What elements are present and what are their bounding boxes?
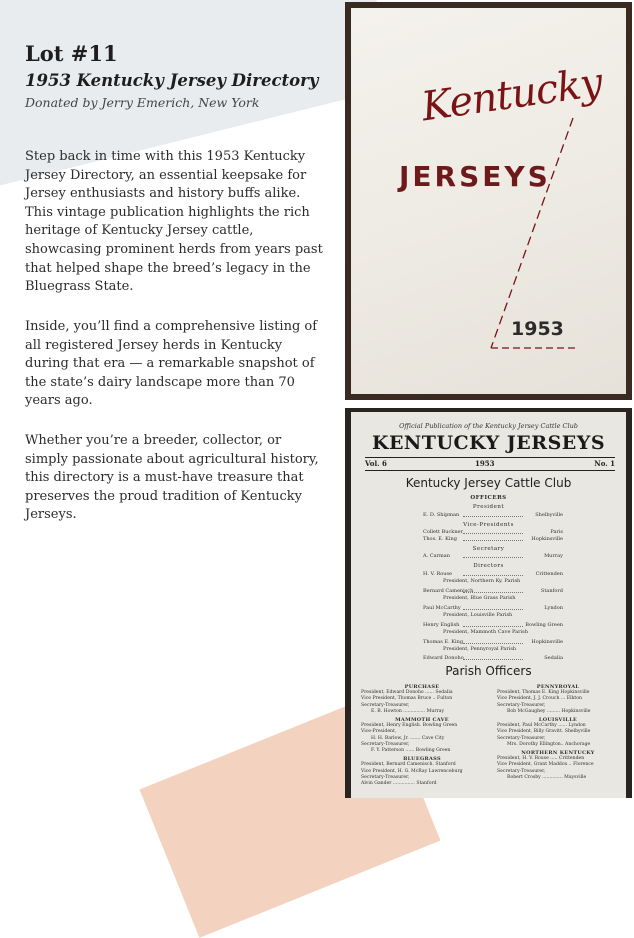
- cover-photo: [345, 2, 632, 400]
- director-line: [423, 655, 563, 662]
- officers-heading: OFFICERS: [470, 495, 507, 501]
- parish-section-title: NORTHERN KENTUCKY: [521, 750, 595, 757]
- donated-by: Donated by Jerry Emerich, New York: [25, 95, 260, 110]
- parish-line: Robert Crosby .............. Maysville: [507, 774, 587, 780]
- director-name: Bernard Camenisch: [423, 588, 474, 594]
- director-line: [423, 571, 563, 578]
- officer-line: [423, 536, 563, 543]
- director-line: [423, 588, 563, 595]
- parish-line: F. Y. Patterson ...... Bowling Green: [371, 748, 451, 754]
- parish-line: Secretary-Treasurer,: [497, 768, 546, 774]
- parish-section-title: BLUEGRASS: [403, 756, 441, 763]
- officer-line: [423, 529, 563, 536]
- cover-page: [351, 8, 626, 394]
- director-line: [423, 639, 563, 646]
- issue-year: 1953: [475, 459, 495, 468]
- parish-line: Vice President, J. J. Crouch ... Elkton: [497, 696, 582, 702]
- director-parish: President, Blue Grass Parish: [443, 595, 516, 601]
- masthead-rule: [365, 457, 615, 458]
- director-name: Henry English: [423, 622, 460, 628]
- parish-line: President, Paul McCarthy ...... Lyndon: [497, 723, 586, 729]
- inside-page: [351, 412, 626, 798]
- inside-page-photo: [345, 408, 632, 798]
- director-line: [423, 622, 563, 629]
- director-parish: President, Louisville Parish: [443, 612, 513, 618]
- president-heading: President: [472, 504, 505, 510]
- parish-line: Vice President, Grant Maddox .. Florence: [497, 762, 594, 768]
- cover-dashed-line: [491, 118, 573, 348]
- description-paragraph: Step back in time with this 1953 Kentucky Jersey Directory, an essential keepsake for Jersey enthusiasts and history buffs alike. This vintage publication highlights the rich heritage of Kentucky Jersey cattle, showcasing prominent herds from years past that helped shape the breed’s legacy in the Bluegrass State.: [25, 149, 323, 295]
- parish-line: Vice-President,: [361, 729, 397, 735]
- vice-heading: Vice-Presidents: [463, 522, 514, 528]
- parish-section-title: MAMMOTH CAVE: [395, 717, 449, 724]
- masthead: KENTUCKY JERSEYS: [371, 432, 606, 454]
- parish-section-title: PENNYROYAL: [536, 684, 580, 690]
- parish-column-left: [361, 682, 483, 787]
- director-place: Stanford: [540, 588, 563, 594]
- secretary-heading: Secretary: [472, 546, 505, 552]
- parish-line: Vice President, Thomas Bruce .. Fulton: [361, 696, 453, 702]
- director-name: Edward Donoho: [423, 655, 464, 661]
- parish-line: President, Thomas E. King Hopkinsville: [497, 690, 590, 696]
- issue-number: No. 1: [594, 459, 615, 468]
- parish-line: Secretary-Treasurer,: [497, 735, 546, 741]
- parish-line: President, H. V. Rouse ..... Crittenden: [497, 756, 585, 762]
- director-place: Bowling Green: [525, 622, 563, 628]
- cover-title: JERSEYS: [399, 160, 551, 193]
- parish-column-right: [497, 682, 619, 781]
- parish-section-title: PURCHASE: [404, 684, 440, 690]
- officer-line: [423, 512, 563, 519]
- description-paragraph: Whether you’re a breeder, collector, or simply passionate about agricultural history, this directory is a must-have treasure that preserves the proud tradition of Kentucky Jerseys.: [25, 433, 319, 523]
- parish-section-title: LOUISVILLE: [538, 717, 578, 724]
- description-paragraph: Inside, you’ll find a comprehensive listing of all registered Jersey herds in Kentucky during that era — a remarkable snapshot of the state’s dairy landscape more than 70 years ago.: [25, 319, 318, 409]
- director-parish: President, Northern Ky. Parish: [443, 578, 521, 584]
- club-name: Kentucky Jersey Cattle Club: [405, 476, 572, 490]
- officer-name: Thos. E. King: [423, 536, 457, 542]
- volume: Vol. 6: [365, 459, 387, 468]
- parish-line: Alvin Gander ............... Stanford: [361, 781, 437, 787]
- official-publication-line: Official Publication of the Kentucky Jersey Cattle Club: [399, 422, 578, 430]
- parish-line: Bob McGaughey ......... Hopkinsville: [507, 708, 591, 714]
- directors-heading: Directors: [473, 563, 504, 569]
- officer-place: Murray: [544, 553, 563, 559]
- director-line: [423, 605, 563, 612]
- director-place: Hopkinsville: [531, 639, 563, 645]
- lot-title: Lot #11: [25, 41, 118, 66]
- parish-line: President, Edward Donoho ...... Sedalia: [361, 690, 453, 696]
- parish-line: E. B. Howton ............... Murray: [371, 708, 445, 714]
- lot-description-column: [25, 40, 325, 523]
- parish-officers-title: Parish Officers: [445, 664, 532, 678]
- parish-line: Vice President, H. G. McRay Lawrenceburg: [361, 768, 463, 774]
- director-place: Sedalia: [544, 655, 563, 661]
- officer-name: A. Carman: [423, 553, 450, 559]
- officer-name: Collett Buckner: [423, 529, 463, 535]
- parish-line: Vice President, Billy Gravitt. Shelbyville: [497, 729, 591, 735]
- officer-place: Paris: [550, 529, 563, 535]
- director-name: Thomas E. King: [423, 639, 464, 645]
- lot-subtitle: 1953 Kentucky Jersey Directory: [25, 71, 319, 90]
- officer-name: E. D. Shipman: [423, 512, 460, 518]
- parish-line: President, Henry English. Bowling Green: [361, 723, 458, 729]
- cover-year: 1953: [511, 318, 564, 340]
- director-place: Crittenden: [535, 571, 563, 577]
- director-parish: President, Mammoth Cave Parish: [443, 629, 528, 635]
- director-place: Lyndon: [544, 605, 563, 611]
- parish-line: Secretary-Treasurer,: [497, 702, 546, 708]
- parish-line: Secretary-Treasurer,: [361, 774, 410, 780]
- parish-line: President, Bernard Camenisch. Stanford: [361, 762, 456, 768]
- parish-line: Mrs. Dorothy Ellington.. Anchorage: [507, 741, 591, 747]
- masthead-rule: [365, 470, 615, 471]
- director-parish: President, Pennyroyal Parish: [443, 646, 517, 652]
- officer-place: Hopkinsville: [531, 536, 563, 542]
- director-name: H. V. Rouse: [423, 571, 452, 577]
- officer-place: Shelbyville: [535, 512, 563, 518]
- parish-line: Secretary-Treasurer,: [361, 741, 410, 747]
- parish-line: Secretary-Treasurer,: [361, 702, 410, 708]
- cover-script-title: Kentucky: [418, 59, 605, 131]
- parish-line: H. H. Barlow, Jr. ....... Cave City: [371, 735, 445, 741]
- officer-line: [423, 553, 563, 560]
- director-name: Paul McCarthy: [423, 605, 461, 611]
